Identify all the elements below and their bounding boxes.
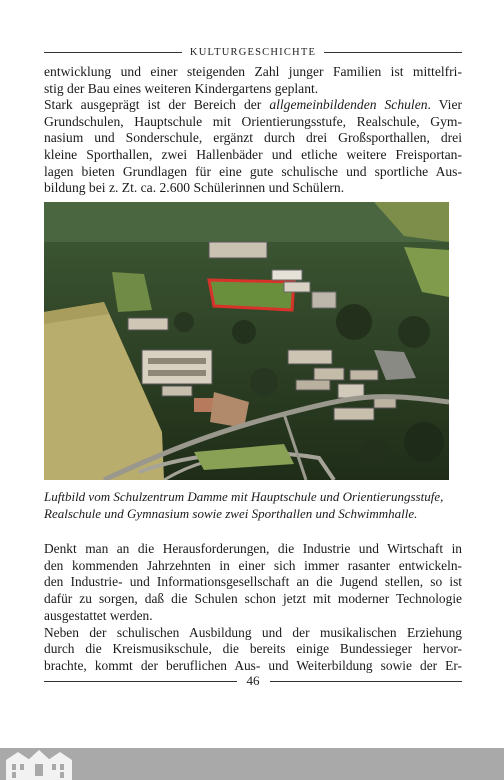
page-footer bbox=[44, 672, 462, 690]
text-run: Stark ausgeprägt ist der Bereich der bbox=[44, 97, 270, 113]
text-line: entwicklung und einer steigenden Zahl junger Familien ist mittelfri- bbox=[44, 64, 462, 79]
caption-line: Realschule und Gymnasium sowie zwei Sporthallen und Schwimmhalle. bbox=[44, 506, 418, 521]
library-logo-icon bbox=[4, 748, 74, 780]
section-title: KULTURGESCHICHTE bbox=[189, 46, 317, 58]
running-header bbox=[44, 44, 462, 60]
text-line: ausgestattet werden. bbox=[44, 607, 153, 623]
text-line: lagen bieten Grundlagen für eine gute schulische und sportliche Aus- bbox=[44, 163, 462, 179]
text-line: nasium und Sonderschule, ergänzt durch drei Großsporthallen, drei bbox=[44, 130, 462, 146]
paragraph-education bbox=[44, 541, 462, 675]
header-rule-right bbox=[324, 52, 462, 53]
aerial-photo-drawing bbox=[44, 202, 449, 480]
bottom-band bbox=[0, 748, 504, 780]
text-line: stig der Bau eines weiteren Kindergartens geplant. bbox=[44, 80, 319, 96]
text-line: den kommenden Jahrzehnten in einer sich immer rasanter entwickeln- bbox=[44, 557, 462, 573]
text-line: Neben der schulischen Ausbildung und der musikalischen Erziehung bbox=[44, 624, 462, 640]
text-line: bildung bei z. Zt. ca. 2.600 Schülerinnen und Schülern. bbox=[44, 180, 345, 196]
text-line: dafür zu sorgen, daß die Schulen schon jetzt mit moderner Technologie bbox=[44, 591, 462, 607]
text-line: durch die Kreismusikschule, die bereits einige Bundessieger hervor- bbox=[44, 641, 462, 657]
text-line bbox=[44, 97, 462, 114]
text-line: Denkt man an die Herausforderungen, die Industrie und Wirtschaft in bbox=[44, 541, 462, 556]
text-line: Grundschulen, Hauptschule mit Orientierungsstufe, Realschule, Gym- bbox=[44, 113, 462, 129]
footer-rule-left bbox=[44, 681, 237, 682]
page-number: 46 bbox=[246, 673, 260, 688]
caption-line: Luftbild vom Schulzentrum Damme mit Hauptschule und Orientierungsstufe, bbox=[44, 489, 444, 504]
emphasized-term: allgemeinbildenden Schulen bbox=[269, 97, 428, 113]
photo-caption bbox=[44, 488, 462, 522]
aerial-photo bbox=[44, 202, 449, 480]
text-line: den Industrie- und Informationsgesellschaft an die Jugend stellen, so ist bbox=[44, 574, 462, 590]
header-rule-left bbox=[44, 52, 182, 53]
footer-rule-right bbox=[270, 681, 463, 682]
paragraph-kindergarten bbox=[44, 64, 462, 197]
text-line: kleine Sporthallen, zwei Hallenbäder und etliche weitere Freisportan- bbox=[44, 146, 462, 162]
text-run: . Vier bbox=[427, 97, 463, 113]
text-line: brachte, kommt der beruflichen Aus- und Weiterbildung sowie der Er- bbox=[44, 657, 462, 673]
